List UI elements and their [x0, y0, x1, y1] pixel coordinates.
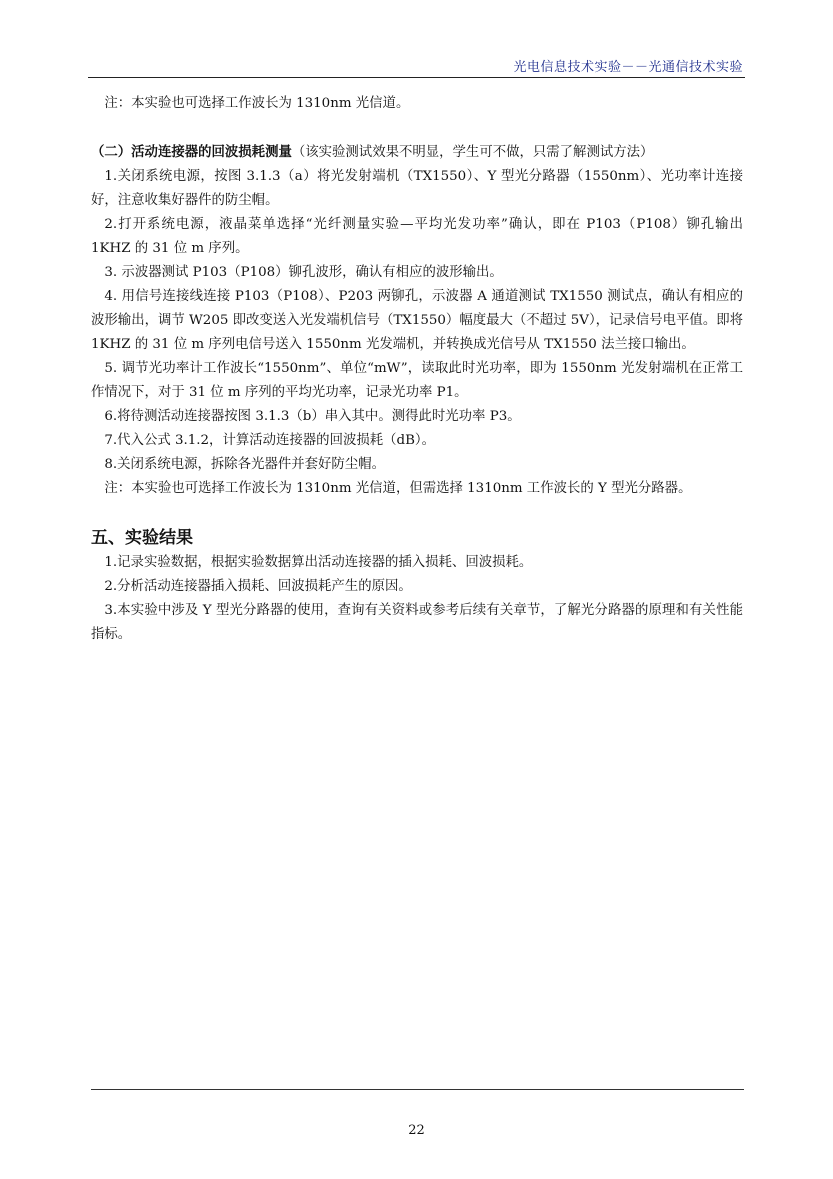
- step-paragraph: 8.关闭系统电源，拆除各光器件并套好防尘帽。: [104, 457, 385, 472]
- paragraph-gap: [91, 501, 743, 525]
- header-rule: [88, 77, 745, 78]
- page-number: 22: [408, 1123, 425, 1138]
- section-description: （该实验测试效果不明显，学生可不做，只需了解测试方法）: [291, 145, 654, 160]
- chapter-heading: 五、实验结果: [91, 528, 193, 548]
- note-paragraph: 注：本实验也可选择工作波长为 1310nm 光信道，但需选择 1310nm 工作波长的 Y 型光分路器。: [104, 481, 692, 496]
- footer-rule: [91, 1089, 744, 1090]
- paragraph-gap: [91, 116, 743, 140]
- section-title: （二）活动连接器的回波损耗测量: [91, 144, 292, 160]
- result-paragraph: 3.本实验中涉及 Y 型光分路器的使用，查询有关资料或参考后续有关章节，了解光分路器的原理和有关性能指标。: [91, 603, 743, 642]
- result-paragraph: 2.分析活动连接器插入损耗、回波损耗产生的原因。: [104, 579, 412, 594]
- step-paragraph: 7.代入公式 3.1.2，计算活动连接器的回波损耗（dB）。: [104, 433, 436, 448]
- step-paragraph: 5. 调节光功率计工作波长“1550nm”、单位“mW”，读取此时光功率，即为 1550nm 光发射端机在正常工作情况下，对于 31 位 m 序列的平均光功率，记录光功率 P1。: [91, 361, 743, 400]
- step-paragraph: 4. 用信号连接线连接 P103（P108）、P203 两铆孔，示波器 A 通道测试 TX1550 测试点，确认有相应的波形输出，调节 W205 即改变送入光发端机信号（TX1550）幅度最大（不超过 5V），记录信号电平值。即将 1KHZ 的 31 位 m 序列电信号送入 1550nm 光发端机，并转换成光信号从 TX1550 法兰接口输出。: [91, 289, 743, 352]
- step-paragraph: 1.关闭系统电源，按图 3.1.3（a）将光发射端机（TX1550）、Y 型光分路器（1550nm）、光功率计连接好，注意收集好器件的防尘帽。: [91, 169, 743, 208]
- step-paragraph: 2.打开系统电源，液晶菜单选择“光纤测量实验—平均光发功率”确认，即在 P103（P108）铆孔输出 1KHZ 的 31 位 m 序列。: [91, 217, 743, 256]
- section-heading-paragraph: [91, 140, 743, 165]
- step-paragraph: 3. 示波器测试 P103（P108）铆孔波形，确认有相应的波形输出。: [104, 265, 503, 280]
- page-body: [91, 92, 743, 647]
- result-paragraph: 1.记录实验数据，根据实验数据算出活动连接器的插入损耗、回波损耗。: [104, 555, 533, 570]
- running-header: 光电信息技术实验－－光通信技术实验: [513, 60, 743, 75]
- step-paragraph: 6.将待测活动连接器按图 3.1.3（b）串入其中。测得此时光功率 P3。: [104, 409, 521, 424]
- note-paragraph: 注：本实验也可选择工作波长为 1310nm 光信道。: [104, 96, 410, 111]
